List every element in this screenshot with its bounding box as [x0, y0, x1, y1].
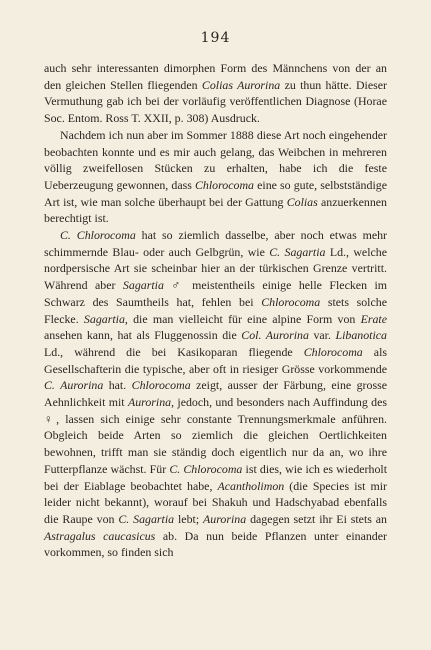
italic-term: Col. Aurorina — [241, 328, 309, 343]
italic-term: Colias Aurorina — [201, 77, 281, 92]
text-run: eine so gute, selbstständige Art ist, wie man solche überhaupt bei der Gattung — [44, 177, 387, 209]
italic-term: Aurorina — [127, 395, 172, 410]
text-run: Nachdem ich nun aber im Sommer 1888 diese Art noch eingehender beobachten konnte und es mir auch gelang, das Weibchen in mehreren völlig zweifellosen Stücken zu erhalten, habe ich die feste Ueberzeugung gewonnen, dass — [44, 127, 387, 192]
text-run: stets solche Flecke. — [44, 294, 387, 326]
italic-term: Sagartia — [83, 311, 125, 326]
italic-term: C. Sagartia — [269, 244, 326, 259]
italic-term: C. Aurorina — [44, 378, 104, 393]
italic-term: Erate — [360, 311, 388, 326]
text-run: hat. — [103, 378, 132, 393]
italic-term: Acantholimon — [217, 478, 285, 493]
italic-term: Chlorocoma — [261, 294, 321, 309]
italic-term: Colias — [286, 194, 318, 209]
text-run: Ld., während die bei Kasikoparan fliegende — [44, 344, 304, 359]
italic-term: Aurorina — [203, 511, 247, 526]
text-run: zeigt, ausser der Färbung, eine grosse Aehnlichkeit mit — [44, 378, 387, 410]
italic-term: Libanotica — [335, 328, 387, 343]
text-run: ist dies, wie ich es wiederholt bei der Eiablage beobachtet habe, — [44, 461, 387, 493]
paragraph-1 — [44, 60, 387, 127]
italic-term: Astragalus caucasicus — [44, 528, 156, 543]
text-run: , die man vielleicht für eine alpine Form von — [124, 311, 361, 326]
text-run: zu thun hätte. Dieser Vermuthung gab ich bei der vorläufig veröffentlichen Diagnose (Horae Soc. Entom. Ross T. XXII, p. 308) Ausdruck. — [44, 77, 387, 126]
italic-term: Chlorocoma — [303, 344, 363, 359]
italic-term: Chlorocoma — [194, 177, 254, 192]
italic-term: C. Sagartia — [118, 511, 175, 526]
italic-term: Sagartia — [122, 278, 164, 293]
text-run: , jedoch, und besonders nach Auffindung des ♀, lassen sich einige sehr constante Trennungsmerkmale anführen. Obgleich beide Arten so ziemlich die gleichen Oertlichkeiten bewohnen, trifft man sie ständig doch eigentlich nur da an, wo ihre Futterpflanze wächst. Für — [44, 395, 387, 476]
body-text — [44, 60, 387, 561]
italic-term: C. Chlorocoma — [169, 461, 243, 476]
text-run: lebt; — [174, 511, 204, 526]
italic-term: Chlorocoma — [131, 378, 191, 393]
text-run: var. — [308, 328, 336, 343]
text-run: anzuerkennen berechtigt ist. — [44, 194, 387, 226]
paragraph-3 — [44, 227, 387, 561]
text-run: ansehen kann, hat als Fluggenossin die — [44, 328, 242, 343]
text-run: Ld., welche nordpersische Art sie scheinbar hier an der türkischen Grenze vertritt. Während aber — [44, 244, 388, 293]
text-run: ab. Da nun beide Pflanzen unter einander vorkommen, so finden sich — [44, 528, 387, 560]
text-run: ♂ meistentheils einige helle Flecken im Schwarz des Saumtheils hat, fehlen bei — [44, 278, 388, 309]
italic-term: C. Chlorocoma — [60, 228, 136, 243]
text-run: auch sehr interessanten dimorphen Form des Männchens von der an den gleichen Stellen fliegenden — [44, 61, 387, 92]
page-number: 194 — [200, 30, 231, 46]
paragraph-2 — [44, 127, 387, 227]
text-run: dagegen setzt ihr Ei stets an — [246, 511, 387, 526]
text-run: als Gesellschafterin die typische, aber oft in riesiger Grösse vorkommende — [44, 344, 388, 376]
text-run: (die Species ist mir leider nicht bekannt), worauf bei Shakuh und Hadschyabad ebenfalls die Raupe von — [44, 478, 387, 526]
text-run: hat so ziemlich dasselbe, aber noch etwas mehr schimmernde Blau- oder auch Gelbgrün, wie — [44, 228, 388, 259]
